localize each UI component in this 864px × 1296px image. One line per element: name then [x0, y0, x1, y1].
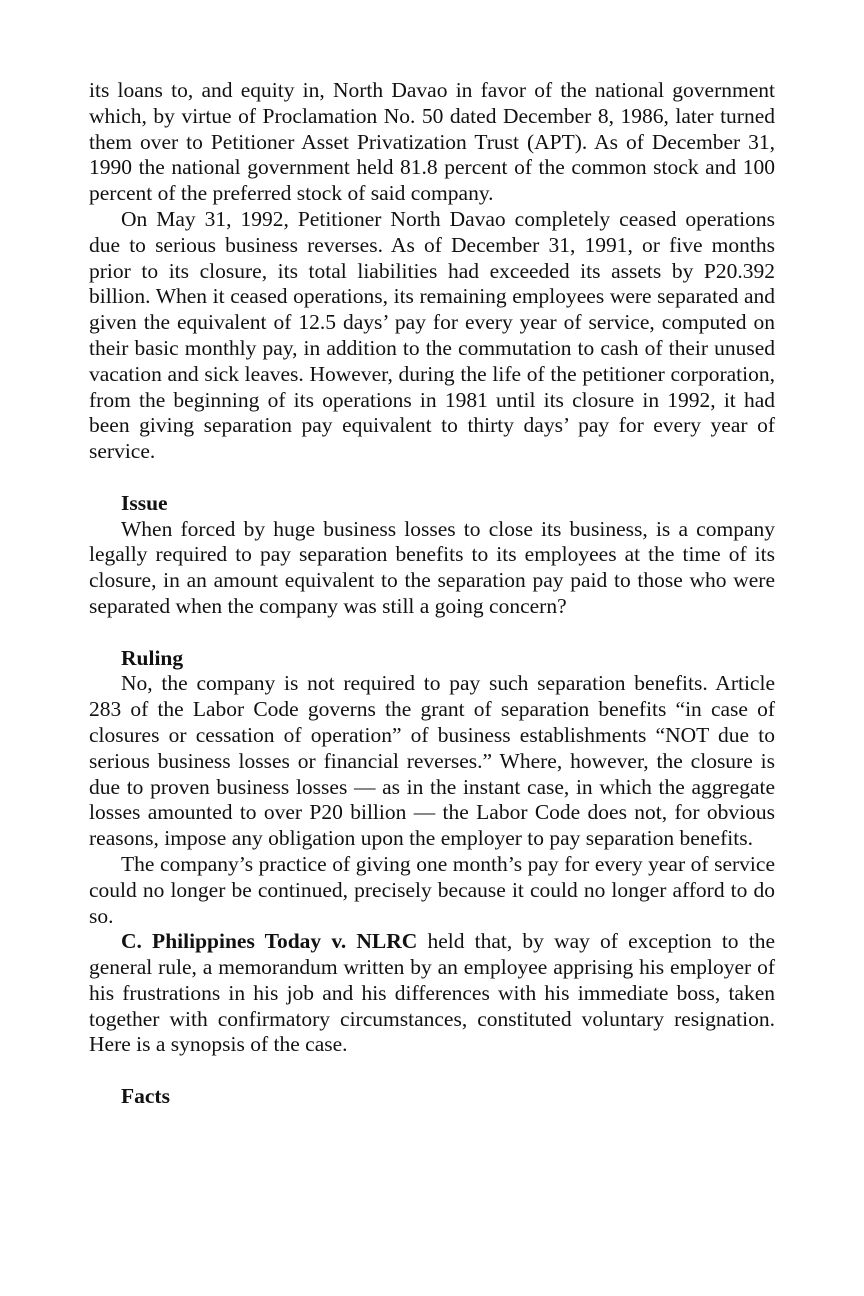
paragraph-philippines-today	[89, 929, 775, 1058]
section-heading-issue: Issue	[121, 490, 168, 515]
section-heading-ruling: Ruling	[121, 645, 184, 670]
document-page	[89, 78, 775, 1110]
paragraph-ruling-article-283: No, the company is not required to pay such separation benefits. Article 283 of the Labor Code governs the grant of separation benefits “in case of closures or cessation of operation” of business establishments “NOT due to serious business losses or financial reverses.” Where, however, the closure is due to proven business losses — as in the instant case, in which the aggregate losses amounted to over P20 billion — the Labor Code does not, for obvious reasons, impose any obligation upon the employer to pay separation benefits.	[89, 671, 775, 851]
spacer	[89, 620, 775, 646]
paragraph-continued-apt: its loans to, and equity in, North Davao in favor of the national government which, by virtue of Proclamation No. 50 dated December 8, 1986, later turned them over to Petitioner Asset Privatization Trust (APT). As of December 31, 1990 the national government held 81.8 percent of the common stock and 100 percent of the preferred stock of said company.	[89, 78, 775, 206]
paragraph-north-davao-closure: On May 31, 1992, Petitioner North Davao completely ceased operations due to serious business reverses. As of December 31, 1991, or five months prior to its closure, its total liabilities had exceeded its assets by P20.392 billion. When it ceased operations, its remaining employees were separated and given the equivalent of 12.5 days’ pay for every year of service, computed on their basic monthly pay, in addition to the commutation to cash of their unused vacation and sick leaves. However, during the life of the petitioner corporation, from the beginning of its operations in 1981 until its closure in 1992, it had been giving separation pay equivalent to thirty days’ pay for every year of service.	[89, 206, 775, 464]
case-summary: held that, by way of exception to the general rule, a memorandum written by an employee apprising his employer of his frustrations in his job and his differences with his immediate boss, taken together with confirmatory circumstances, constituted voluntary resignation. Here is a synopsis of the case.	[89, 929, 775, 1057]
spacer	[89, 465, 775, 491]
case-title: C. Philippines Today v. NLRC	[121, 929, 418, 954]
section-heading-facts: Facts	[121, 1084, 170, 1109]
paragraph-ruling-practice: The company’s practice of giving one month’s pay for every year of service could no longer be continued, precisely because it could no longer afford to do so.	[89, 851, 775, 928]
paragraph-issue: When forced by huge business losses to close its business, is a company legally required to pay separation benefits to its employees at the time of its closure, in an amount equivalent to the separation pay paid to those who were separated when the company was still a going concern?	[89, 516, 775, 618]
spacer	[89, 1058, 775, 1084]
